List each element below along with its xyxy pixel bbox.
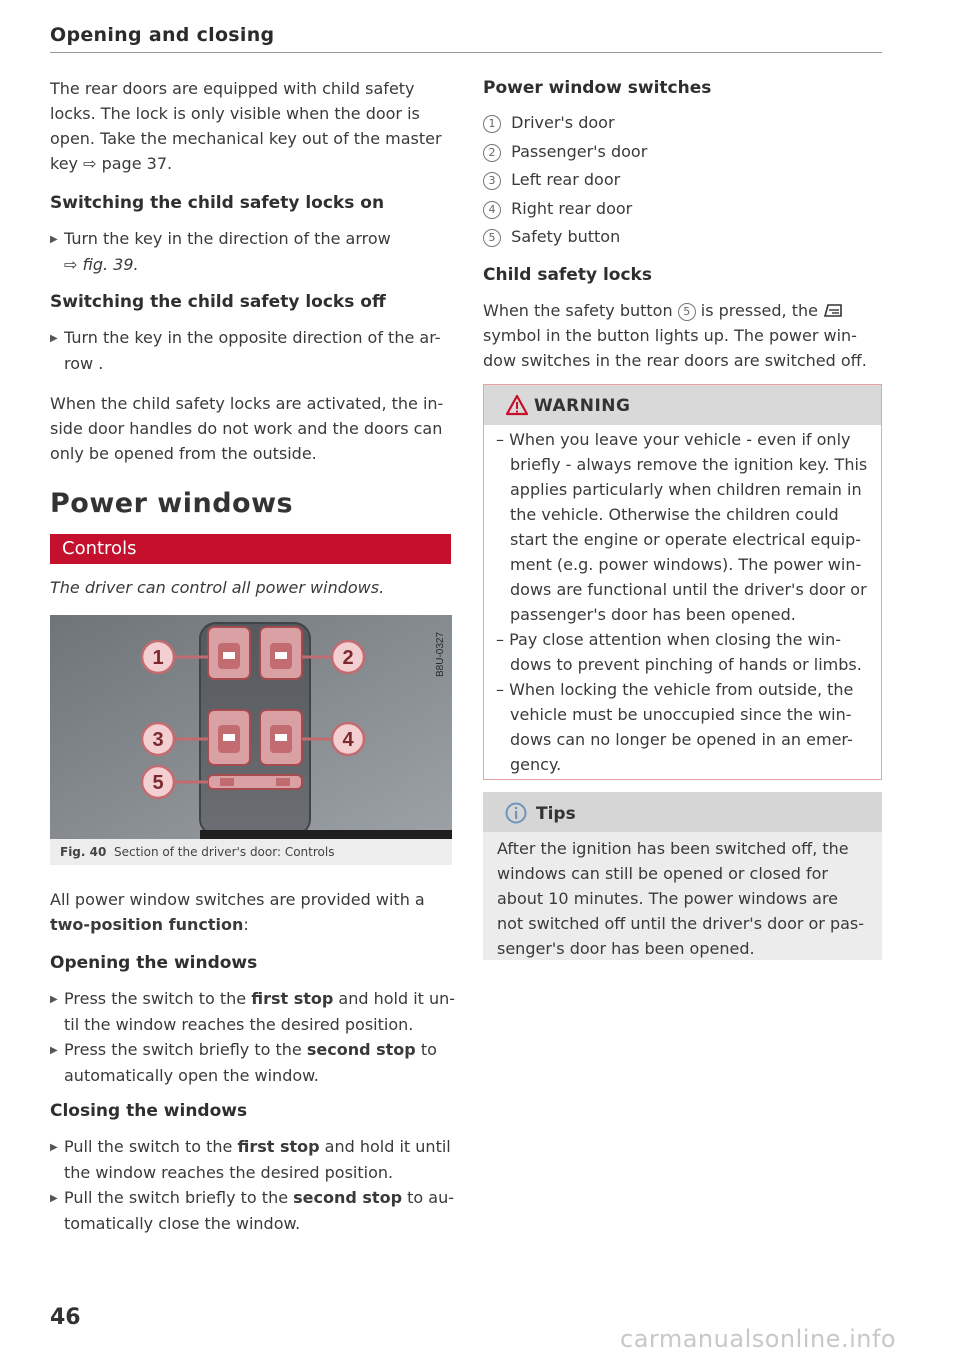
bullet-arrow-icon: ▶ <box>50 333 58 344</box>
bullet-arrow-icon: ▶ <box>50 1045 58 1056</box>
controls-intro: The driver can control all power windows. <box>50 578 385 597</box>
number-badge: 3 <box>483 172 501 190</box>
list-item: 5 Safety button <box>483 223 647 252</box>
page-number: 46 <box>50 1305 81 1330</box>
list-item: 4 Right rear door <box>483 195 647 224</box>
list-item: 1 Driver's door <box>483 109 647 138</box>
opening-windows-heading: Opening the windows <box>50 953 258 973</box>
warning-list <box>496 427 876 777</box>
bullet-arrow-icon: ▶ <box>50 1142 58 1153</box>
child-safety-paragraph: When the safety button 5 is pressed, the symbol in the button lights up. The power win- dow switches in the rear doors are switched off. <box>483 301 867 370</box>
header-rule <box>50 52 882 53</box>
child-lock-on-bullet: ▶ Turn the key in the direction of the arrow ⇨ fig. 39. <box>50 226 391 277</box>
intro-paragraph: The rear doors are equipped with child safety locks. The lock is only visible when the door is open. Take the mechanical key out of the master key ⇨ page 37. <box>50 76 442 176</box>
power-windows-title: Power windows <box>50 488 294 519</box>
bullet-arrow-icon: ▶ <box>50 1193 58 1204</box>
child-lock-off-heading: Switching the child safety locks off <box>50 292 386 312</box>
child-safety-locks-heading: Child safety locks <box>483 265 652 285</box>
closing-bullets: ▶ Pull the switch to the first stop and hold it until the window reaches the desired position. ▶ Pull the switch briefly to the second stop to au- tomatically close the window. <box>50 1137 454 1233</box>
callout-2: 2 <box>342 647 354 669</box>
number-badge: 5 <box>678 303 696 321</box>
controls-section-bar: Controls <box>50 534 451 564</box>
number-badge: 1 <box>483 115 501 133</box>
figure-caption: Fig. 40 Section of the driver's door: Controls <box>60 845 335 859</box>
opening-bullets: ▶ Press the switch to the first stop and hold it un- til the window reaches the desired position. ▶ Press the switch briefly to the second stop to automatically open the window. <box>50 989 456 1085</box>
warning-title: WARNING <box>534 396 631 416</box>
number-badge: 5 <box>483 229 501 247</box>
callout-3: 3 <box>152 729 164 751</box>
child-lock-on-heading: Switching the child safety locks on <box>50 193 385 213</box>
watermark: carmanualsonline.info <box>620 1325 897 1353</box>
callout-4: 4 <box>342 729 354 751</box>
power-window-switches-heading: Power window switches <box>483 78 712 98</box>
door-controls-figure <box>50 615 452 839</box>
tips-text: After the ignition has been switched off, the windows can still be opened or closed for about 10 minutes. The power windows are not switched off until the driver's door or pas- senger's door has been opened. <box>497 839 865 958</box>
warning-item: – When you leave your vehicle - even if only briefly - always remove the ignition key. This applies particularly when children remain in the vehicle. Otherwise the children could start the engine or operate electrical equip- ment (e.g. power windows). The power win- dows are functional until the driver's door or passenger's door has been opened. <box>496 430 868 624</box>
number-badge: 2 <box>483 144 501 162</box>
number-badge: 4 <box>483 201 501 219</box>
child-lock-off-bullet: ▶ Turn the key in the opposite direction of the ar- row . <box>50 328 441 373</box>
child-lock-symbol-icon <box>823 302 843 318</box>
warning-triangle-icon <box>505 394 529 420</box>
bullet-arrow-icon: ▶ <box>50 234 58 245</box>
activated-paragraph: When the child safety locks are activated, the in- side door handles do not work and the doors can only be opened from the outside. <box>50 394 444 463</box>
list-item: 2 Passenger's door <box>483 138 647 167</box>
list-item: 3 Left rear door <box>483 166 647 195</box>
door-controls-illustration <box>50 615 452 839</box>
warning-item: – Pay close attention when closing the win- dows to prevent pinching of hands or limbs. <box>496 630 862 674</box>
warning-item: – When locking the vehicle from outside, the vehicle must be unoccupied since the win- dows can no longer be opened in an emer- gency. <box>496 680 854 774</box>
callout-5: 5 <box>152 772 164 794</box>
page-37-link[interactable]: key ⇨ page 37. <box>50 154 173 173</box>
fig-39-link[interactable]: ⇨ fig. 39. <box>64 255 139 274</box>
section-header: Opening and closing <box>50 24 275 46</box>
tips-title: Tips <box>536 804 576 824</box>
info-icon <box>505 802 527 828</box>
switches-list <box>483 109 647 252</box>
two-position-paragraph: All power window switches are provided with a two-position function: <box>50 890 425 934</box>
bullet-arrow-icon: ▶ <box>50 994 58 1005</box>
closing-windows-heading: Closing the windows <box>50 1101 248 1121</box>
figure-code: B8U-0327 <box>435 631 446 677</box>
callout-1: 1 <box>152 647 164 669</box>
